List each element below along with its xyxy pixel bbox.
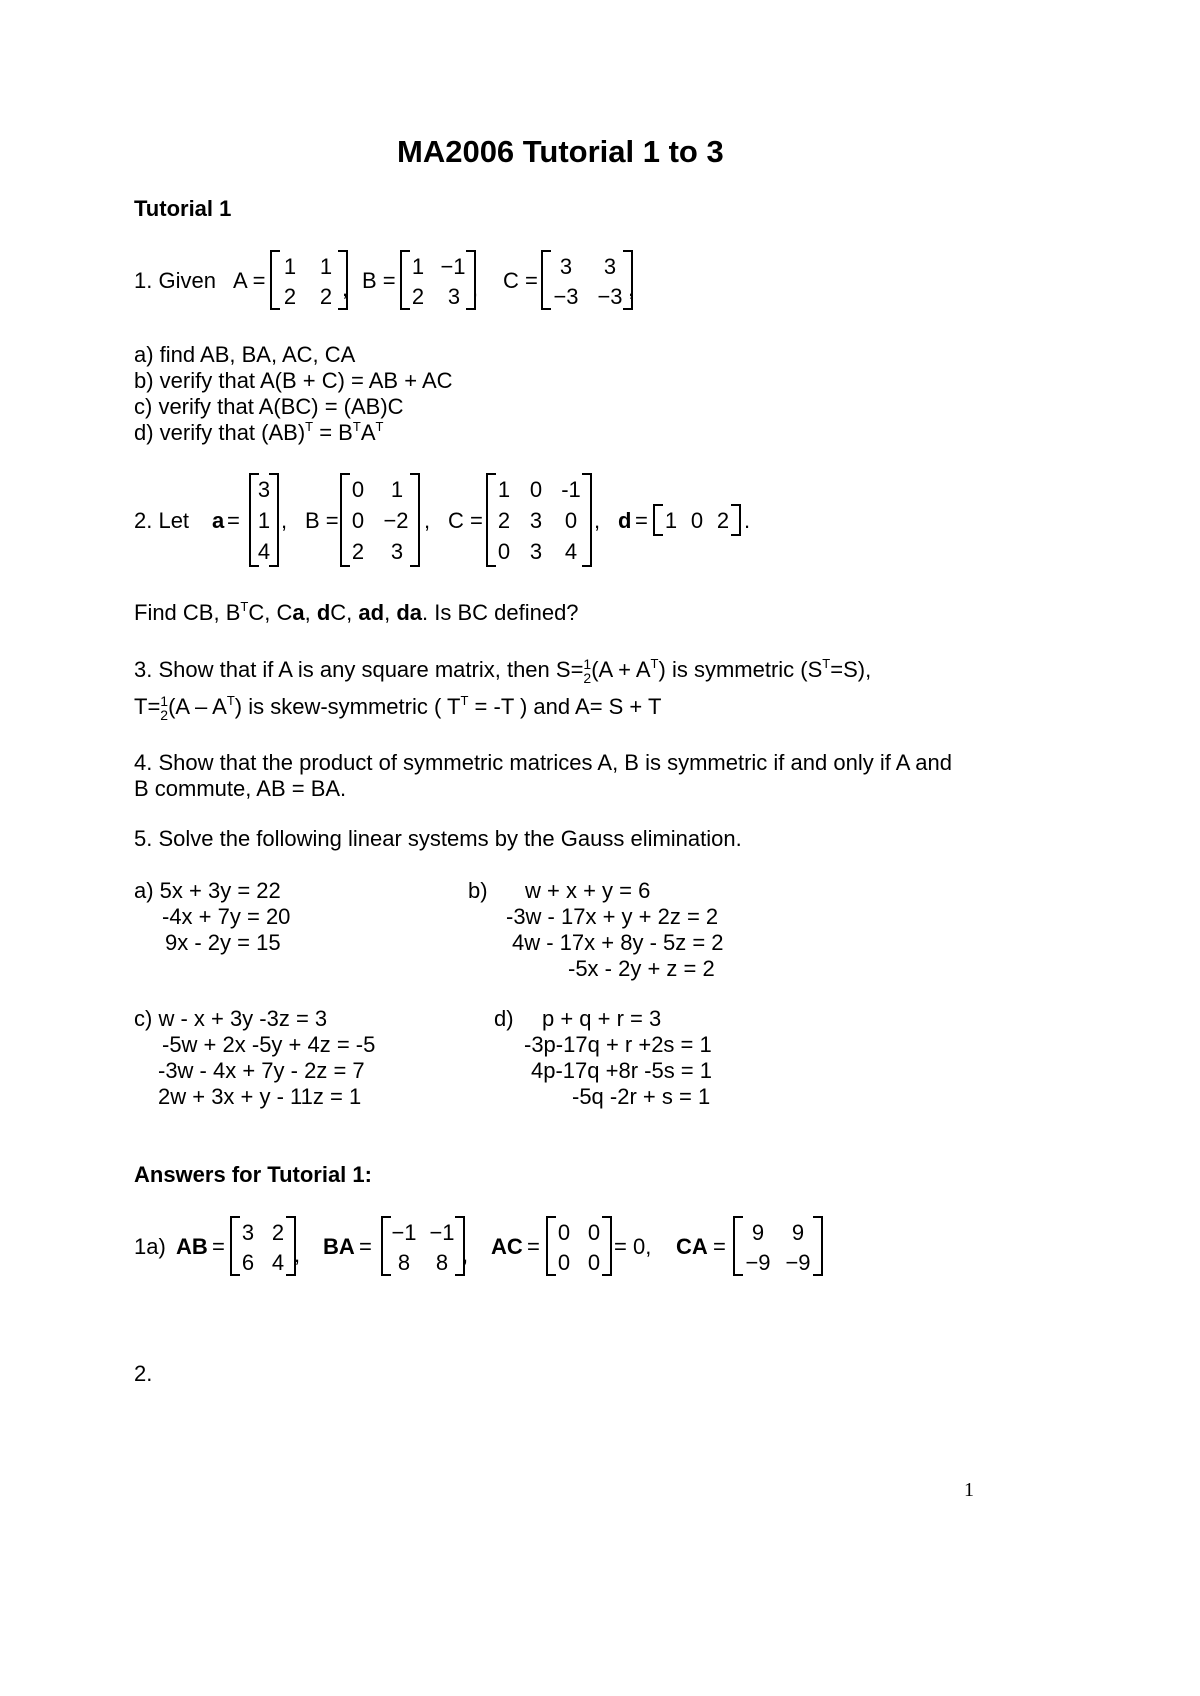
ca-label: CA xyxy=(676,1234,708,1259)
matrix-BA: −1 −1 8 8 xyxy=(381,1216,465,1276)
matrix-AB: 3 2 6 4 xyxy=(230,1216,296,1276)
system-a-line: -4x + 7y = 20 xyxy=(162,904,291,929)
comma: , xyxy=(294,1242,301,1267)
period: . xyxy=(744,508,751,533)
equals-sign: = xyxy=(212,1234,225,1259)
system-d-label: d) xyxy=(494,1006,514,1031)
matrix-CA: 9 9 −9 −9 xyxy=(733,1216,823,1276)
system-c-line: -3w - 4x + 7y - 2z = 7 xyxy=(158,1058,365,1083)
q1-part-d: d) verify that $(AB)^T = B^TA^T$ xyxy=(134,419,384,445)
equals-sign: = xyxy=(635,508,648,533)
equals-sign: = xyxy=(359,1234,372,1259)
page-number: 1 xyxy=(964,1479,974,1501)
vector-a-label: a xyxy=(212,508,225,533)
matrix-A: 1 1 2 2 xyxy=(270,250,348,310)
system-b-line: -3w - 17x + y + 2z = 2 xyxy=(506,904,719,929)
q2-b-label: B = xyxy=(305,508,339,533)
ac-label: AC xyxy=(491,1234,523,1259)
system-c-line: c) w - x + 3y -3z = 3 xyxy=(134,1006,328,1031)
q3-line1: 3. Show that if A is any square matrix, then S= 1 2 $(A + A^T)$ is symmetric $(S^T=S)$, xyxy=(134,655,872,686)
equals-sign: = xyxy=(527,1234,540,1259)
q2-prefix: 2. Let xyxy=(134,508,190,533)
matrix-B: 1 −1 2 3 xyxy=(400,250,476,310)
vector-d: 1 0 2 xyxy=(653,504,741,536)
answer-item-2: 2. xyxy=(134,1361,153,1386)
q1-part-a: a) find AB, BA, AC, CA xyxy=(134,342,356,367)
system-d-line: -3p-17q + r +2s = 1 xyxy=(524,1032,712,1057)
ab-label: AB xyxy=(176,1234,208,1259)
vector-a: 3 1 4 xyxy=(249,473,279,567)
ac-zero: = 0, xyxy=(614,1234,652,1259)
system-c-line: -5w + 2x -5y + 4z = -5 xyxy=(162,1032,376,1057)
q1-b-label: B = xyxy=(362,268,396,293)
matrix-C: 3 3 −3 −3 xyxy=(541,250,633,310)
q4-line1: 4. Show that the product of symmetric matrices A, B is symmetric if and only if A and xyxy=(134,750,952,775)
answer-prefix: 1a) xyxy=(134,1234,166,1259)
q1-c-label: C = xyxy=(503,268,538,293)
page-title: MA2006 Tutorial 1 to 3 xyxy=(397,134,724,169)
tutorial-heading: Tutorial 1 xyxy=(134,196,232,221)
q3-line2: T= 1 2 $(A - A^T)$ is skew-symmetric ( $T^T = -T$ ) and A= S + T xyxy=(134,692,662,723)
vector-d-label: d xyxy=(618,508,632,533)
system-d-line: 4p-17q +8r -5s = 1 xyxy=(531,1058,713,1083)
equals-sign: = xyxy=(713,1234,726,1259)
ba-label: BA xyxy=(323,1234,355,1259)
system-d-line: -5q -2r + s = 1 xyxy=(572,1084,711,1109)
q5-intro: 5. Solve the following linear systems by the Gauss elimination. xyxy=(134,826,742,851)
system-b-line: -5x - 2y + z = 2 xyxy=(568,956,715,981)
system-b-line: w + x + y = 6 xyxy=(525,878,651,903)
comma: , xyxy=(281,508,288,533)
q1-prefix: 1. Given xyxy=(134,268,216,293)
comma: , xyxy=(424,508,431,533)
system-d-line: p + q + r = 3 xyxy=(542,1006,662,1031)
system-b-label: b) xyxy=(468,878,488,903)
q1-part-b: b) verify that A(B + C) = AB + AC xyxy=(134,368,453,393)
matrix-AC: 0 0 0 0 xyxy=(546,1216,612,1276)
q2-c-label: C = xyxy=(448,508,483,533)
q4-line2: B commute, AB = BA. xyxy=(134,776,347,801)
comma: , xyxy=(628,276,635,301)
q1-a-label: A = xyxy=(233,268,266,293)
comma: , xyxy=(342,276,349,301)
system-b-line: 4w - 17x + 8y - 5z = 2 xyxy=(512,930,724,955)
equals-sign: = xyxy=(227,508,240,533)
system-a-line: 9x - 2y = 15 xyxy=(165,930,281,955)
comma: , xyxy=(594,508,601,533)
system-c-line: 2w + 3x + y - 11z = 1 xyxy=(158,1084,362,1109)
comma: , xyxy=(462,1242,469,1267)
matrix-B2: 0 1 0 −2 2 3 xyxy=(340,473,420,567)
comma: , xyxy=(472,276,479,301)
q1-part-c: c) verify that A(BC) = (AB)C xyxy=(134,394,404,419)
answers-heading: Answers for Tutorial 1: xyxy=(134,1162,372,1187)
system-a-line: a) 5x + 3y = 22 xyxy=(134,878,281,903)
q2-find-line: Find CB, $B^TC$, Ca, dC, ad, da. Is BC defined? xyxy=(134,599,579,625)
matrix-C2: 1 0 -1 2 3 0 0 3 4 xyxy=(486,473,592,567)
